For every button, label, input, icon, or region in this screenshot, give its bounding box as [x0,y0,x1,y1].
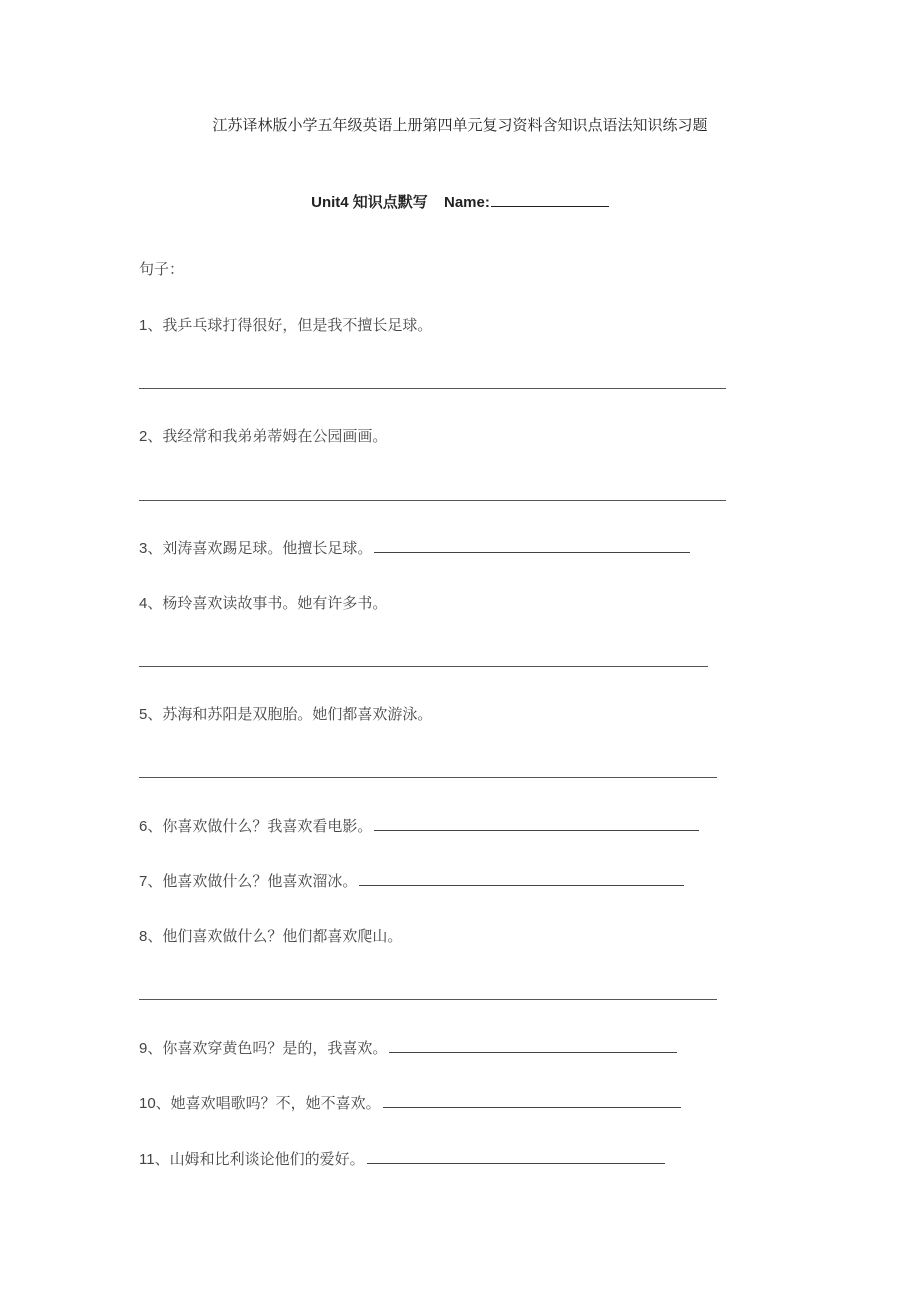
question-text: 9、你喜欢穿黄色吗？是的，我喜欢。 [139,1040,388,1057]
question-text: 11、山姆和比利谈论他们的爱好。 [139,1151,365,1168]
answer-blank-9[interactable] [389,1038,677,1053]
question-10 [139,1093,681,1114]
section-heading: 句子： [139,261,185,278]
name-label: Name: [443,194,490,211]
question-11 [139,1149,665,1170]
question-9 [139,1038,677,1059]
answer-blank-3[interactable] [374,538,690,553]
question-1: 1、我乒乓球打得很好，但是我不擅长足球。 [139,317,433,334]
answer-blank-11[interactable] [367,1149,665,1164]
question-text: 7、他喜欢做什么？他喜欢溜冰。 [139,873,358,890]
question-text: 6、你喜欢做什么？我喜欢看电影。 [139,818,373,835]
name-blank[interactable] [491,192,609,207]
question-5: 5、苏海和苏阳是双胞胎。她们都喜欢游泳。 [139,706,433,723]
answer-blank-7[interactable] [359,871,684,886]
question-7 [139,871,684,892]
answer-line-5[interactable] [139,777,717,778]
document-title: 江苏译林版小学五年级英语上册第四单元复习资料含知识点语法知识练习题 [212,117,708,134]
answer-blank-6[interactable] [374,816,699,831]
question-2: 2、我经常和我弟弟蒂姆在公园画画。 [139,428,388,445]
question-4: 4、杨玲喜欢读故事书。她有许多书。 [139,595,388,612]
answer-line-2[interactable] [139,500,726,501]
worksheet-header [0,191,920,212]
question-6 [139,816,699,837]
question-text: 10、她喜欢唱歌吗？不，她不喜欢。 [139,1095,381,1112]
question-text: 3、刘涛喜欢踢足球。他擅长足球。 [139,540,373,557]
unit-label: Unit4 知识点默写 [311,194,428,211]
answer-line-1[interactable] [139,388,726,389]
question-3 [139,538,690,559]
answer-line-8[interactable] [139,999,717,1000]
answer-line-4[interactable] [139,666,708,667]
answer-blank-10[interactable] [383,1093,681,1108]
question-8: 8、他们喜欢做什么？他们都喜欢爬山。 [139,928,403,945]
